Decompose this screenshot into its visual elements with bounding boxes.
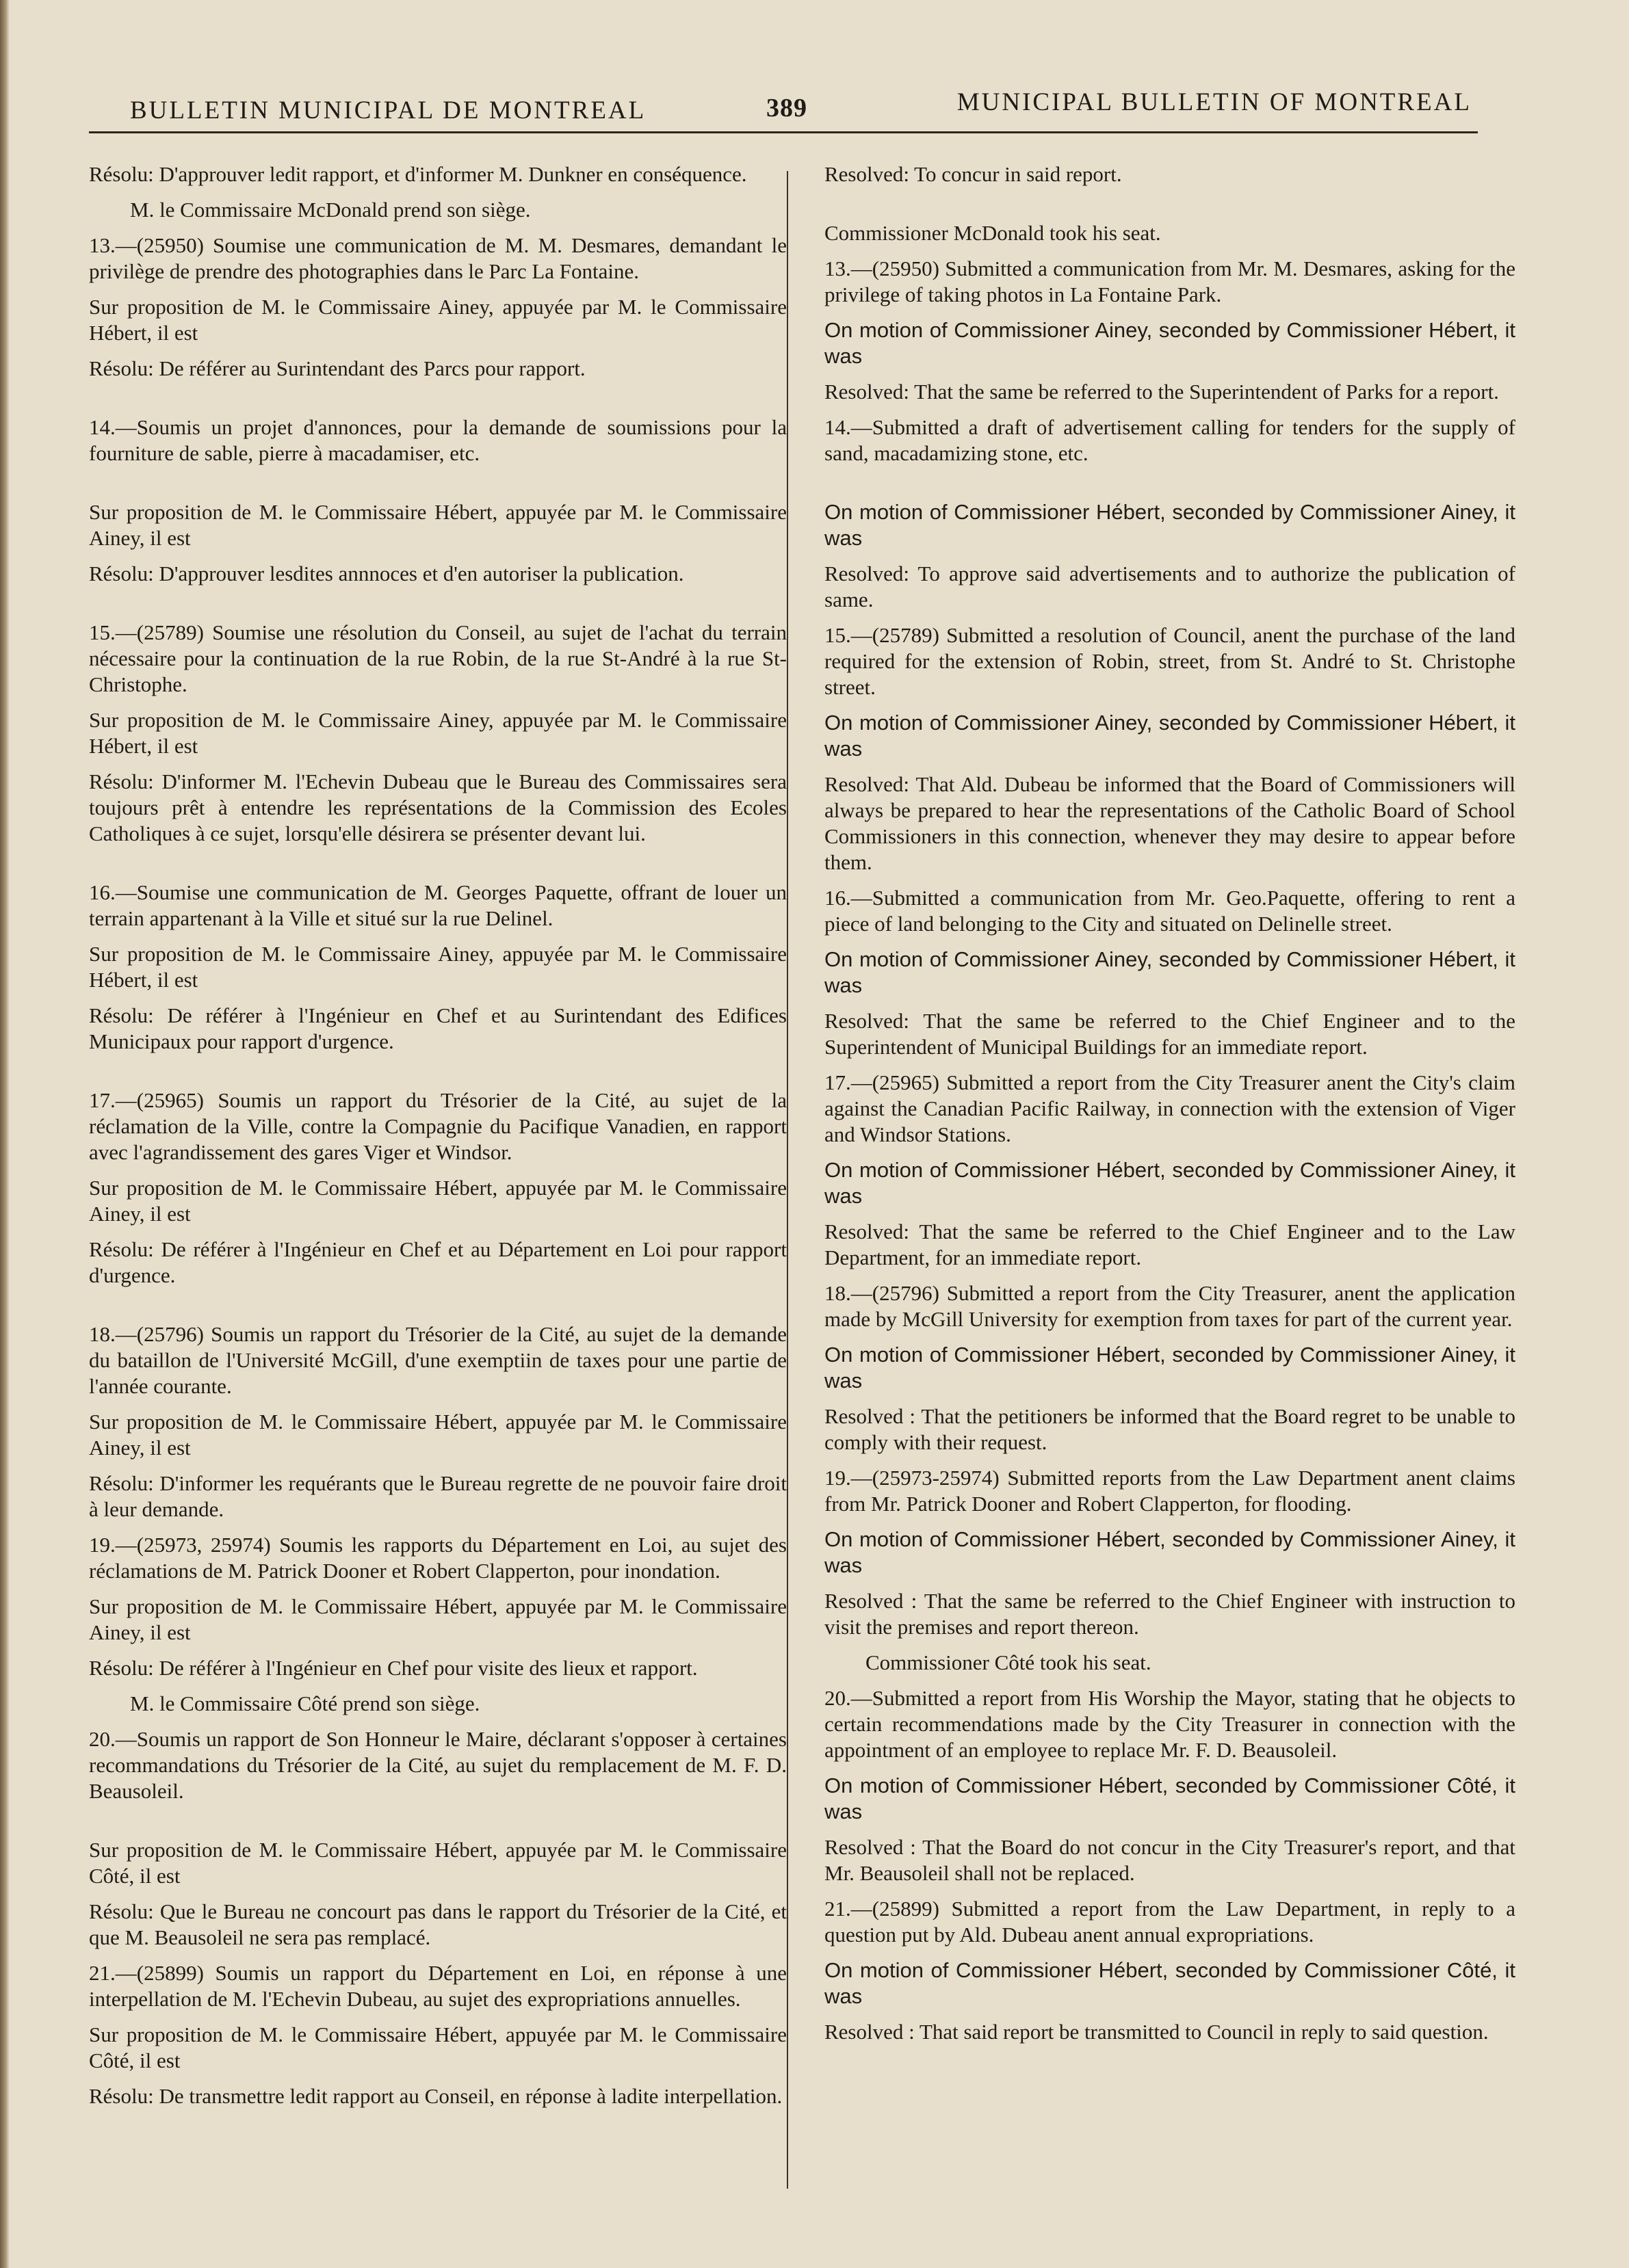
paragraph: 20.—Soumis un rapport de Son Honneur le Maire, déclarant s'opposer à certaines recommandations du Trésorier de la Cité, au sujet du remplacement de M. F. D. Beausoleil.: [89, 1727, 787, 1803]
paragraph: Resolved : That said report be transmitted to Council in reply to said question.: [824, 2020, 1489, 2044]
paragraph: Sur proposition de M. le Commissaire Hébert, appuyée par M. le Commissaire Ainey, il est: [89, 1176, 787, 1226]
paragraph: 16.—Soumise une communication de M. Georges Paquette, offrant de louer un terrain appartenant à la Ville et situé sur la rue Delinel.: [89, 880, 787, 930]
english-column: [824, 161, 1515, 2055]
paragraph: M. le Commissaire McDonald prend son siège.: [130, 198, 531, 222]
paragraph: 18.—(25796) Soumis un rapport du Trésorier de la Cité, au sujet de la demande du bataillon de l'Université McGill, d'une exemptiin de taxes pour une partie de l'année courante.: [89, 1322, 787, 1398]
motion-paragraph: On motion of Commissioner Hébert, seconded by Commissioner Côté, it was: [824, 1958, 1515, 2008]
paragraph: Resolved: That the same be referred to the Superintendent of Parks for a report.: [824, 380, 1499, 404]
paragraph: 17.—(25965) Soumis un rapport du Trésorier de la Cité, au sujet de la réclamation de la Ville, contre la Compagnie du Pacifique Vanadien, en rapport avec l'agrandissement des gares Viger et Windsor.: [89, 1088, 787, 1164]
motion-paragraph: On motion of Commissioner Hébert, seconded by Commissioner Côté, it was: [824, 1773, 1515, 1823]
page-number: 389: [766, 94, 807, 122]
page-binding-edge: [0, 0, 10, 2268]
paragraph: Sur proposition de M. le Commissaire Hébert, appuyée par M. le Commissaire Côté, il est: [89, 2022, 787, 2072]
paragraph: 18.—(25796) Submitted a report from the City Treasurer, anent the application made by McGill University for exemption from taxes for part of the current year.: [824, 1281, 1515, 1331]
header-title-english: MUNICIPAL BULLETIN OF MONTREAL: [956, 88, 1472, 116]
paragraph: 20.—Submitted a report from His Worship the Mayor, stating that he objects to certain recommendations made by the City Treasurer in connection with the appointment of an employee to replace Mr. F. D. Beausoleil.: [824, 1686, 1515, 1762]
paragraph: M. le Commissaire Côté prend son siège.: [130, 1691, 480, 1715]
motion-paragraph: On motion of Commissioner Ainey, seconded by Commissioner Hébert, it was: [824, 711, 1515, 761]
paragraph: Résolu: De référer au Surintendant des Parcs pour rapport.: [89, 356, 586, 380]
paragraph: 21.—(25899) Soumis un rapport du Département en Loi, en réponse à une interpellation de M. l'Echevin Dubeau, au sujet des expropriations annuelles.: [89, 1961, 787, 2011]
paragraph: Commissioner McDonald took his seat.: [824, 221, 1161, 245]
paragraph: Sur proposition de M. le Commissaire Hébert, appuyée par M. le Commissaire Ainey, il est: [89, 500, 787, 550]
paragraph: Résolu: De référer à l'Ingénieur en Chef et au Surintendant des Edifices Municipaux pour rapport d'urgence.: [89, 1003, 787, 1053]
paragraph: Résolu: De référer à l'Ingénieur en Chef pour visite des lieux et rapport.: [89, 1656, 698, 1680]
paragraph: 13.—(25950) Submitted a communication from Mr. M. Desmares, asking for the privilege of taking photos in La Fontaine Park.: [824, 256, 1515, 306]
motion-paragraph: On motion of Commissioner Ainey, seconded by Commissioner Hébert, it was: [824, 318, 1515, 368]
paragraph: Résolu: D'informer M. l'Echevin Dubeau que le Bureau des Commissaires sera toujours prêt à entendre les représentations de la Commission des Ecoles Catholiques à ce sujet, lorsqu'elle désirera se présenter devant lui.: [89, 769, 787, 845]
french-column: [89, 161, 787, 2119]
header-title-french: BULLETIN MUNICIPAL DE MONTREAL: [130, 96, 647, 124]
paragraph: Resolved: To approve said advertisements and to authorize the publication of same.: [824, 562, 1515, 611]
paragraph: Commissioner Côté took his seat.: [865, 1650, 1151, 1674]
paragraph: 21.—(25899) Submitted a report from the Law Department, in reply to a question put by Ald. Dubeau anent annual expropriations.: [824, 1897, 1515, 1947]
paragraph: Résolu: D'approuver ledit rapport, et d'informer M. Dunkner en conséquence.: [89, 162, 747, 186]
paragraph: Resolved: That the same be referred to the Chief Engineer and to the Law Department, for an immediate report.: [824, 1219, 1515, 1269]
paragraph: 15.—(25789) Soumise une résolution du Conseil, au sujet de l'achat du terrain nécessaire pour la continuation de la rue Robin, de la rue St-André à la rue St-Christophe.: [89, 620, 787, 696]
paragraph: Sur proposition de M. le Commissaire Hébert, appuyée par M. le Commissaire Ainey, il est: [89, 1410, 787, 1460]
paragraph: 16.—Submitted a communication from Mr. Geo.Paquette, offering to rent a piece of land belonging to the City and situated on Delinelle street.: [824, 886, 1515, 936]
column-divider: [787, 171, 788, 2189]
paragraph: 19.—(25973, 25974) Soumis les rapports du Département en Loi, au sujet des réclamations de M. Patrick Dooner et Robert Clapperton, pour inondation.: [89, 1533, 787, 1583]
paragraph: Resolved : That the petitioners be informed that the Board regret to be unable to comply with their request.: [824, 1404, 1515, 1454]
paragraph: Sur proposition de M. le Commissaire Ainey, appuyée par M. le Commissaire Hébert, il est: [89, 708, 787, 758]
paragraph: 13.—(25950) Soumise une communication de M. M. Desmares, demandant le privilège de prendre des photographies dans le Parc La Fontaine.: [89, 233, 787, 283]
paragraph: Resolved: That Ald. Dubeau be informed that the Board of Commissioners will always be prepared to hear the representations of the Catholic Board of School Commissioners in this connection, whenever they may desire to appear before them.: [824, 772, 1515, 874]
paragraph: Résolu: Que le Bureau ne concourt pas dans le rapport du Trésorier de la Cité, et que M. Beausoleil ne sera pas remplacé.: [89, 1899, 787, 1949]
paragraph: Resolved: That the same be referred to the Chief Engineer and to the Superintendent of Municipal Buildings for an immediate report.: [824, 1009, 1515, 1059]
paragraph: Résolu: De référer à l'Ingénieur en Chef et au Département en Loi pour rapport d'urgence.: [89, 1237, 787, 1287]
paragraph: Resolved: To concur in said report.: [824, 162, 1122, 186]
paragraph: Résolu: D'informer les requérants que le Bureau regrette de ne pouvoir faire droit à leur demande.: [89, 1471, 787, 1521]
paragraph: 15.—(25789) Submitted a resolution of Council, anent the purchase of the land required for the extension of Robin, street, from St. André to St. Christophe street.: [824, 623, 1515, 699]
motion-paragraph: On motion of Commissioner Hébert, seconded by Commissioner Ainey, it was: [824, 1343, 1515, 1393]
header-rule: [89, 131, 1478, 133]
paragraph: Sur proposition de M. le Commissaire Hébert, appuyée par M. le Commissaire Côté, il est: [89, 1838, 787, 1888]
motion-paragraph: On motion of Commissioner Hébert, seconded by Commissioner Ainey, it was: [824, 1158, 1515, 1208]
paragraph: 14.—Submitted a draft of advertisement calling for tenders for the supply of sand, macadamizing stone, etc.: [824, 415, 1515, 465]
motion-paragraph: On motion of Commissioner Hébert, seconded by Commissioner Ainey, it was: [824, 500, 1515, 550]
paragraph: Sur proposition de M. le Commissaire Hébert, appuyée par M. le Commissaire Ainey, il est: [89, 1594, 787, 1644]
paragraph: Sur proposition de M. le Commissaire Ainey, appuyée par M. le Commissaire Hébert, il est: [89, 942, 787, 992]
paragraph: Sur proposition de M. le Commissaire Ainey, appuyée par M. le Commissaire Hébert, il est: [89, 295, 787, 345]
paragraph: Resolved : That the Board do not concur in the City Treasurer's report, and that Mr. Beausoleil shall not be replaced.: [824, 1835, 1515, 1885]
paragraph: Resolved : That the same be referred to the Chief Engineer with instruction to visit the premises and report thereon.: [824, 1589, 1515, 1639]
motion-paragraph: On motion of Commissioner Hébert, seconded by Commissioner Ainey, it was: [824, 1527, 1515, 1577]
paragraph: 17.—(25965) Submitted a report from the City Treasurer anent the City's claim against the Canadian Pacific Railway, in connection with the extension of Viger and Windsor Stations.: [824, 1070, 1515, 1146]
paragraph: 14.—Soumis un projet d'annonces, pour la demande de soumissions pour la fourniture de sable, pierre à macadamiser, etc.: [89, 415, 787, 465]
paragraph: 19.—(25973-25974) Submitted reports from the Law Department anent claims from Mr. Patrick Dooner and Robert Clapperton, for flooding.: [824, 1466, 1515, 1516]
page-header: [130, 81, 1472, 129]
motion-paragraph: On motion of Commissioner Ainey, seconded by Commissioner Hébert, it was: [824, 947, 1515, 997]
paragraph: Résolu: De transmettre ledit rapport au Conseil, en réponse à ladite interpellation.: [89, 2084, 783, 2108]
paragraph: Résolu: D'approuver lesdites annnoces et d'en autoriser la publication.: [89, 562, 684, 585]
